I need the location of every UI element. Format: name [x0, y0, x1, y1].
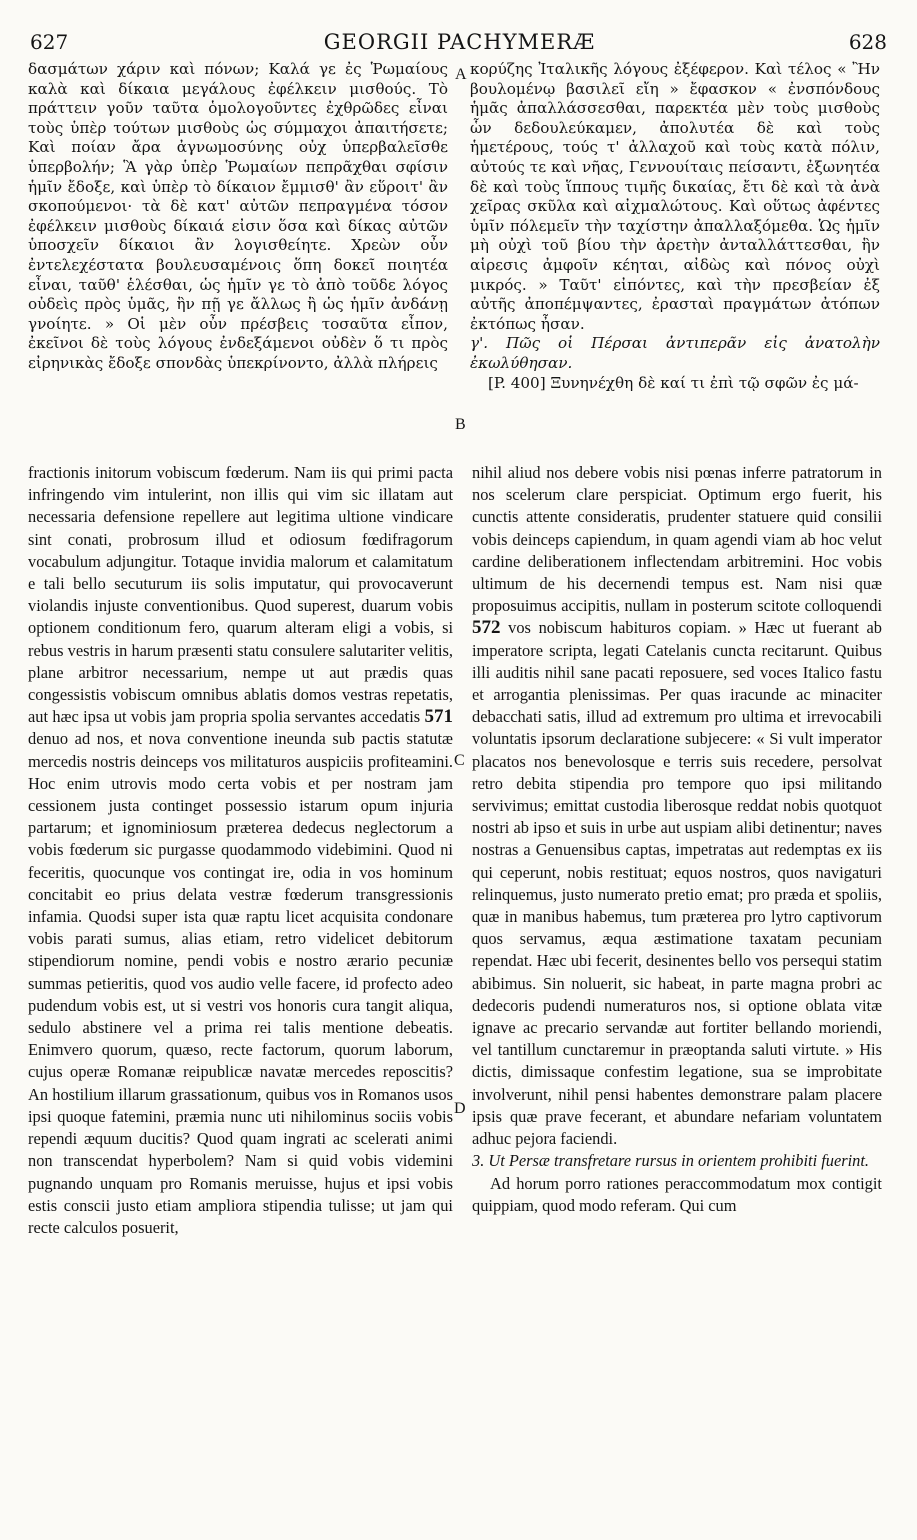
latin-section-title: 3. Ut Persæ transfretare rursus in orientem prohibiti fuerint. [472, 1151, 870, 1171]
latin-left-text-a: fractionis initorum vobiscum fœderum. Nam iis qui primi pacta infringendo vim intulerint, non illis qui vim sic illatam aut necessaria defensione repellere aut legitima ultione vindicare sint conati, probrosum illud et odiosum fœdifragorum vocabulum adjungitur. Totaque invidia malorum et calamitatum e tali bello secuturum iis solis imputatur, qui provocaverunt violandis injuste conventionibus. Quod superest, duarum vobis optionem conditionum fero, quarum alteram eligi a vobis, si rebus vestris in harum præsenti statu consulere salutariter velitis, plane arbitror necessarium, nempe ut aut prædis quas congessistis vobiscum omnibus ablatis domos vestras repetatis, aut hæc ipsa ut vobis jam propria spolia servantes accedatis [28, 463, 453, 727]
margin-letter-c: C [454, 752, 465, 769]
latin-right-text-b: vos nobiscum habituros copiam. » Hæc ut fuerant ab imperatore scripta, legati Catelanis cuncta recitarunt. Quibus illi auditis nihil sane pacati reposuere, sed voces Italico fastu et arrogantia plenissimas. Per quas iracunde ac minaciter debacchati satis, illud ad extremum pro ultima et irrevocabili voluntatis ipsorum declaratione subjecere: « Si vult imperator placatos nos benevolosque e terris suis recedere, persolvat retro debita stipendia pro tempore quo ipsi militando servivimus; emittat custodia liberosque reddat nobis quotquot nostri ab ipso et suis in urbe aut uspiam alibi detinentur; naves nostras a Genuensibus captas, impetratas aut redemptas ex iis qui ceperunt, nobis restituat; equos nostros, quos navigaturi relinquemus, justo numerato pretio emat; pro præda et spoliis, quæ in manibus habemus, tum præterea pro lytro captivorum quos servamus, æqua æstimatione taxatam pecuniam rependat. Hæc ubi fecerit, desinentes bello vos persequi statim abibimus. Sin noluerit, sic habeat, in parte magna probri ac dedecoris pudendi numeraturos nos, si optione oblata vitæ ignave ac precario servandæ aut fortiter bellando moriendi, vel tantillum cunctaremur in præoptanda saluti virtute. » His dictis, dimissaque confestim legatione, sua se improbitate involverunt, nihil pensi habentes demonstrare palam placere ipsis quæ prave fecerant, et abundare nefariam voluntatem adhuc pejora faciendi. [472, 618, 883, 1149]
greek-column-right [470, 60, 880, 393]
latin-left-text [28, 462, 453, 1239]
latin-section-start: Ad horum porro rationes peraccommodatum mox contigit quippiam, quod modo referam. Qui cum [472, 1173, 882, 1215]
greek-section-start: [P. 400] Ξυνηνέχθη δὲ καί τι ἐπὶ τῷ σφῶν ἐς μά- [488, 373, 859, 392]
greek-right-text: κορύζης Ἰταλικῆς λόγους ἐξέφερον. Καὶ τέλος « Ἢν βουλομένῳ βασιλεῖ εἴη » ἔφασκον « ἐνσπόνδους ἡμᾶς ἀπαλλάσσεσθαι, παρεκτέα μὲν τοὺς μισθοὺς ὧν δεδουλεύκαμεν, ἀπολυτέα δὲ καὶ τοὺς ἡμετέρους, τούς τ' ἀλλαχοῦ καὶ τοὺς κατὰ πόλιν, αὐτούς τε καὶ νῆας, Γεννουίταις πείσαντι, ἐξωνητέα δὲ καὶ τοὺς ἵππους τιμῆς δικαίας, ἔτι δὲ καὶ τὰ ἀνὰ χεῖρας σκῦλα καὶ αἰχμαλώτους. Καὶ οὕτως ἀφέντες ὑμῖν πόλεμεῖν τὴν ταχίστην ἀπαλλαξόμεθα. Ὡς ἡμῖν μὴ οὐχὶ τοῦ βίου τὴν ἀρετὴν ἀνταλλάττεσθαι, ἣν αἱρεσις ἀμφοῖν κέηται, αἰδὼς καὶ πόνος οὐχὶ μικρός. » Ταῦτ' εἰπόντες, καὶ τὴν πρεσβείαν ἐξ αὐτῆς ἀποπέμψαντες, ἐρασταὶ πραγμάτων ἀτόπων ἐκτόπως ἦσαν. [470, 60, 880, 333]
latin-left-text-b: denuo ad nos, et nova conventione ineunda sub pactis statutæ mercedis nostris deinceps vos militaturos auspiciis profiteamini. Hoc enim utrovis modo certa vobis et per nostram jam cessionem justa continget possessio istarum opum injuria partarum; et ignominiosum præterea dedecus neglectorum a vobis fœderum sic purgasse quodammodo videbimini. Quod ni feceritis, quocunque vos contingat ire, odia in vos hominum concitabit eo prius delata vestræ fœderum transgressionis infamia. Quodsi super ista quæ raptu licet acquisita condonare vobis parati sumus, alias etiam, retro videlicet debitorum stipendiorum nomine, pendi vobis e nostro ærario pecuniæ summas petieritis, quod vos audio velle facere, id profecto adeo pudendum vobis est, ut si vestri vos honoris cura tangit aliqua, sedulo abstinere vel a prima rei talis mentione debeatis. Enimvero quorum, quæso, recte factorum, quorum laborum, cujus operæ Romanæ reipublicæ navatæ mercedes reposcitis? An hostilium illarum grassationum, quibus vos in Romanos usos ipsi quoque fatemini, præmia nunc uti nihilominus sociis vobis rependi æquum ducitis? Quod quam ingrati ac scelerati animi non transcendat hyperbolem? Nam si quid vobis videmini pugnando unquam pro Romanis meruisse, hujus et ipsi vobis estis conscii justo etiam ampliora stipendia tulisse; ut jam qui recte calculos posuerit, [28, 729, 453, 1237]
latin-column-left [28, 462, 453, 1239]
margin-letter-d: D [454, 1100, 466, 1117]
page-number-left: 627 [30, 30, 69, 54]
latin-column-right [472, 462, 882, 1217]
page-number-right: 628 [848, 30, 887, 54]
greek-section-title: γ'. Πῶς οἱ Πέρσαι ἀντιπερᾶν εἰς ἀνατολὴν ἐκωλύθησαν. [470, 334, 880, 372]
greek-column-left [28, 60, 448, 374]
running-title: GEORGII PACHYMERÆ [323, 30, 596, 54]
margin-letter-a: A [455, 66, 467, 83]
page-header [22, 30, 897, 56]
folio-number-571: 571 [424, 706, 454, 728]
latin-right-text [472, 462, 882, 1150]
folio-number-572: 572 [472, 617, 501, 639]
latin-right-text-a: nihil aliud nos debere vobis nisi pœnas inferre patratorum in nos scelerum clare perspiciat. Optimum ergo fuerit, his cunctis attente consideratis, prudenter statuere quid consilii vobis deinceps capiendum, in quam agendi viam ab hoc velut cardine deliberationem inflectendam arbitremini. Hoc vobis ultimum de his decernendi tempus est. Nam nisi quæ proposuimus accipitis, nullam in posterum scitote colloquendi [472, 463, 882, 616]
margin-letter-b: B [455, 416, 466, 433]
greek-left-text: δασμάτων χάριν καὶ πόνων; Καλά γε ἐς Ῥωμαίους καλὰ καὶ δίκαια μεγάλους ἐφέλκειν μισθούς. Τὸ πράττειν γοῦν ταῦτα ὁμολογοῦντες ἐχθρῶδες εἶναι τοὺς ὑπὲρ τούτων μισθοὺς ὡς σύμμαχοι ἀπαιτήσετε; Καὶ ποίαν ἄρα ἀγνωμοσύνης οὐχ ὑπερβαλεῖσθε ὑπερβολήν; Ἃ γὰρ ὑπὲρ Ῥωμαίων πεπρᾶχθαι σφίσιν ἡμῖν ἔδοξε, καὶ ὑπὲρ τὸ δίκαιον ἔμμισθ' ἂν εὕροιτ' ἂν σκοπούμενοι· τὰ δὲ κατ' αὐτῶν πεπραγμένα τόσον ἐφέλκειν μισθοὺς δίκαιά εἰσιν ὅσα καὶ δίκας αὐτῶν ὑποσχεῖν δίκαιοι ἂν λογισθείητε. Χρεὼν οὖν ἐντελεχέστατα βουλευσαμένοις ὅπη δοκεῖ ποιητέα εἶναι, ταῦθ' ἑλέσθαι, ὡς ἡμῖν γε τὸ ἀπὸ τοῦδε λόγος οὐδεὶς πρὸς ὑμᾶς, ἣν πῇ γε ἄλλως ἢ ὡς ἡμῖν ἀνδάνῃ γνοίητε. » Οἱ μὲν οὖν πρέσβεις τοσαῦτα εἶπον, ἐκεῖνοι δὲ τοὺς λόγους ἐνδεξάμενοι οὐδὲν ὅ τι πρὸς εἰρηνικὰς ἔδοξε σπονδὰς ὑπεκρίνοντο, ἀλλὰ πλήρεις [28, 60, 448, 372]
